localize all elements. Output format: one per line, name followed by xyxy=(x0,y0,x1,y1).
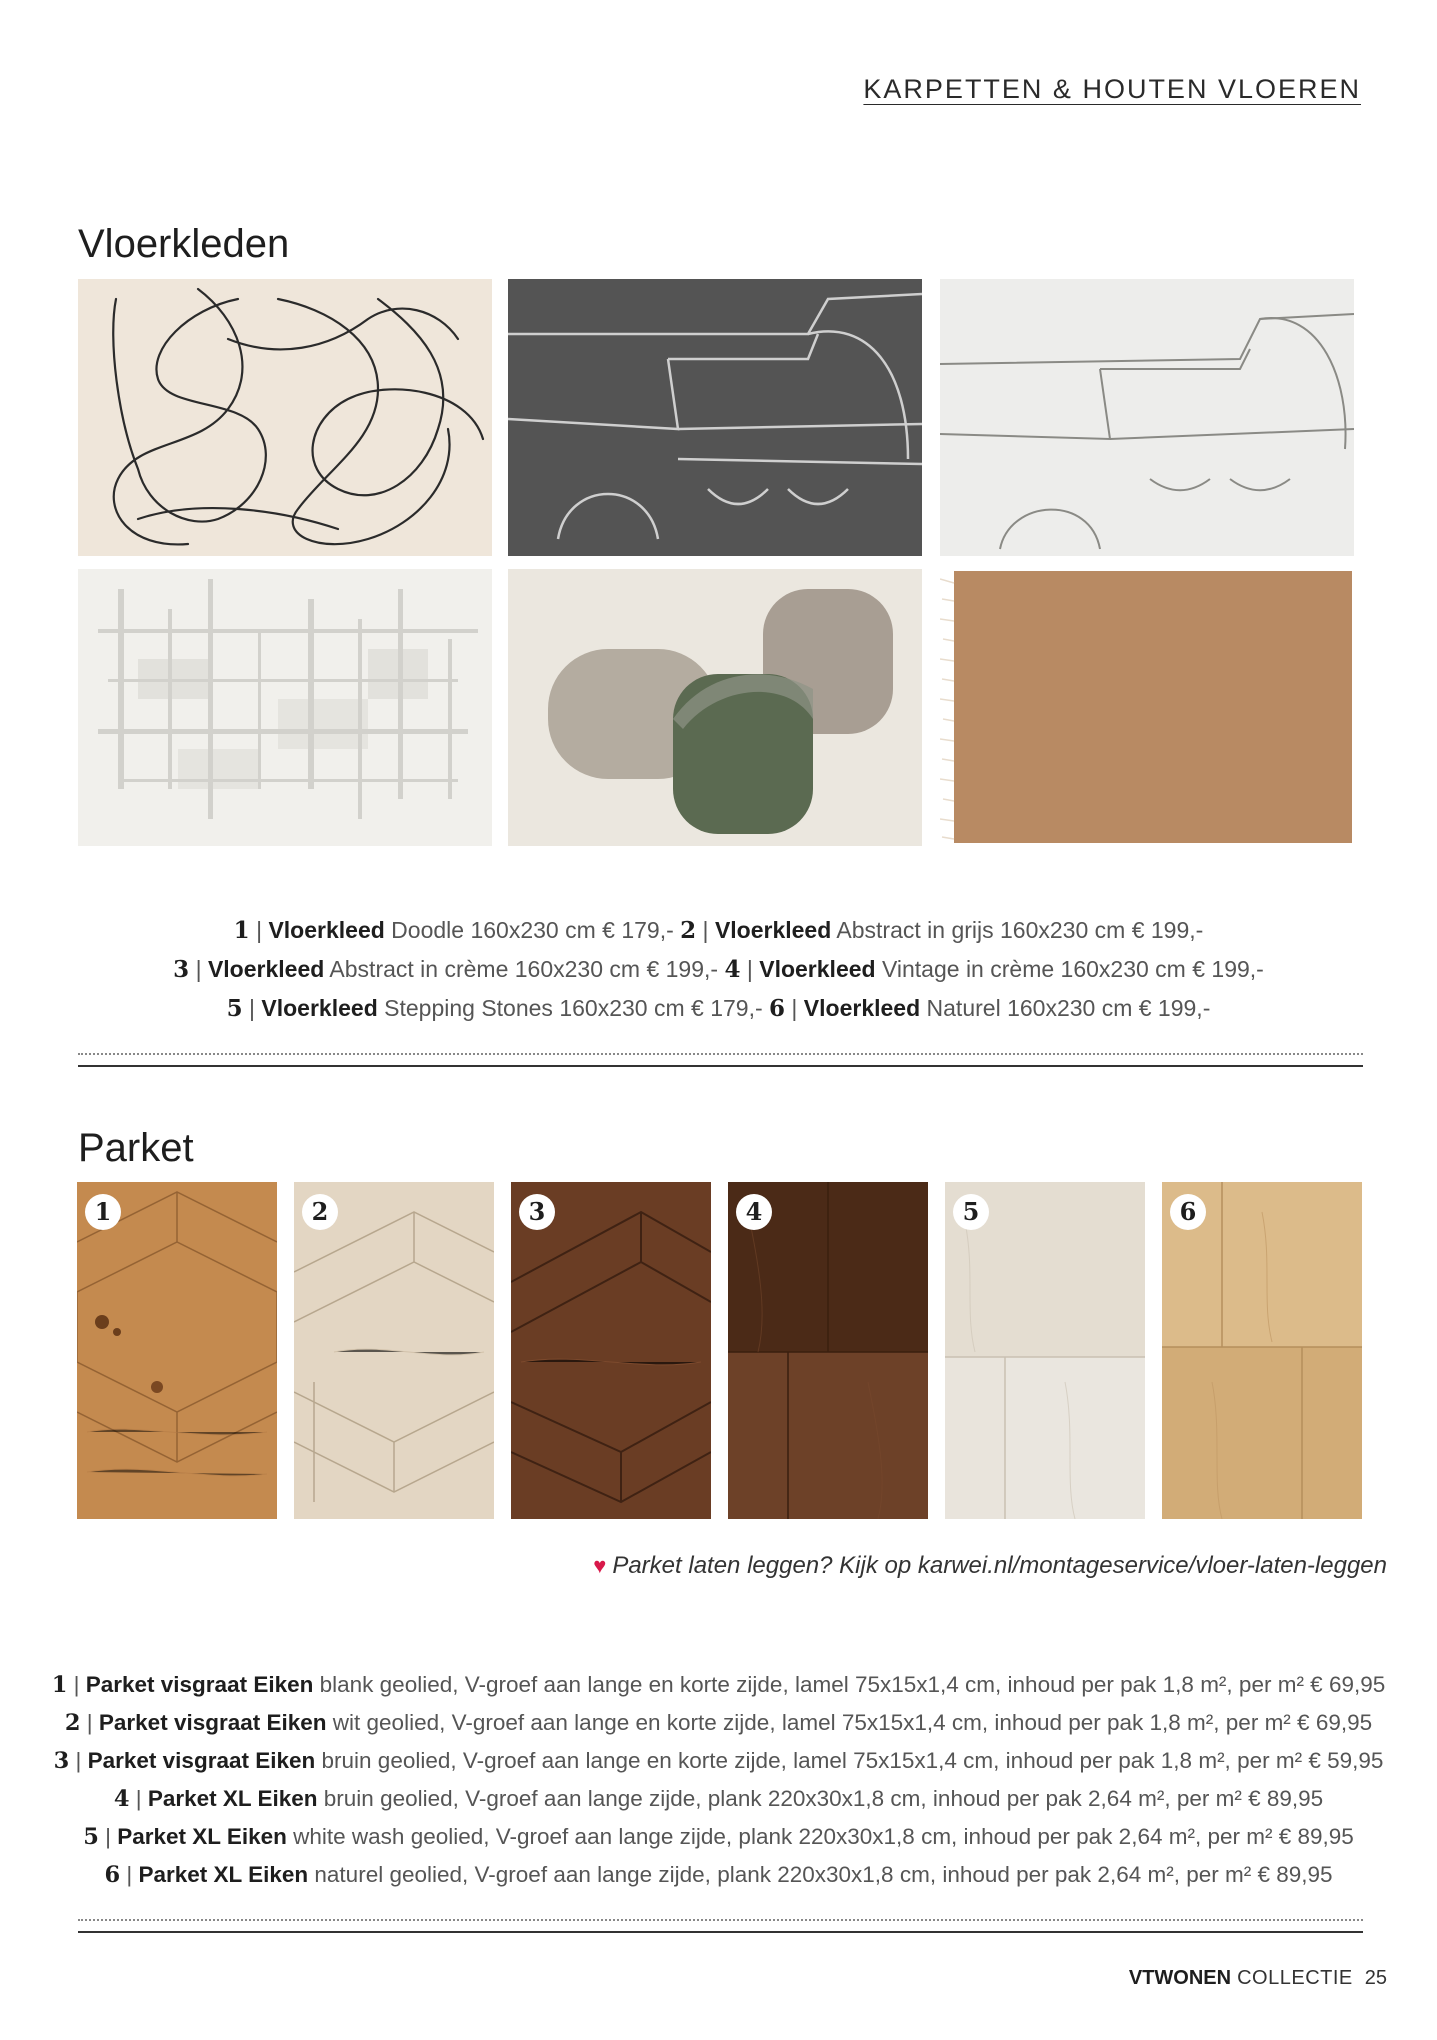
caption-desc: white wash geolied, V-groef aan lange zijde, plank 220x30x1,8 cm, inhoud per pak 2,64 m², per m² € 89,95 xyxy=(286,1824,1354,1849)
caption-desc: Abstract in grijs 160x230 cm € 199,- xyxy=(831,917,1204,943)
caption-number: 5 xyxy=(83,1824,99,1850)
parket-title: Parket xyxy=(78,1126,194,1170)
caption-line: 5 | Parket XL Eiken white wash geolied, V-groef aan lange zijde, plank 220x30x1,8 cm, inhoud per pak 2,64 m², per m² € 89,95 xyxy=(83,1824,1354,1850)
caption-desc: Vintage in crème 160x230 cm € 199,- xyxy=(875,956,1264,982)
footer-brand: VTWONEN xyxy=(1128,1967,1232,1989)
caption-name: Parket visgraat Eiken xyxy=(85,1672,314,1697)
caption-number: 6 xyxy=(104,1862,121,1888)
caption-number: 3 xyxy=(173,956,190,983)
caption-number: 4 xyxy=(724,956,741,983)
caption-number: 2 xyxy=(680,917,697,944)
caption-line: 2 | Parket visgraat Eiken wit geolied, V-groef aan lange en korte zijde, lamel 75x15x1,4 cm, inhoud per pak 1,8 m², per m² € 69,95 xyxy=(64,1710,1373,1736)
badge-number: 3 xyxy=(519,1194,555,1230)
caption-desc: naturel geolied, V-groef aan lange zijde, plank 220x30x1,8 cm, inhoud per pak 2,64 m², per m² € 89,95 xyxy=(308,1862,1333,1887)
section-divider xyxy=(78,1919,1363,1933)
page-number: 25 xyxy=(1364,1967,1387,1989)
parket-image-2 xyxy=(294,1182,494,1519)
caption-name: Parket XL Eiken xyxy=(117,1824,287,1849)
footer-collection: COLLECTIE xyxy=(1231,1967,1353,1989)
caption-line: 6 | Parket XL Eiken naturel geolied, V-groef aan lange zijde, plank 220x30x1,8 cm, inhoud per pak 2,64 m², per m² € 89,95 xyxy=(104,1862,1333,1888)
parket-image-1 xyxy=(77,1182,277,1519)
caption-name: Vloerkleed xyxy=(803,995,921,1021)
badge-number: 2 xyxy=(302,1194,338,1230)
caption-name: Parket visgraat Eiken xyxy=(98,1710,327,1735)
montage-note-text: Parket laten leggen? Kijk op karwei.nl/montageservice/vloer-laten-leggen xyxy=(612,1552,1387,1579)
parket-image-5 xyxy=(945,1182,1145,1519)
caption-name: Vloerkleed xyxy=(714,917,832,943)
badge-number: 5 xyxy=(953,1194,989,1230)
caption-desc: Stepping Stones 160x230 cm € 179,- xyxy=(377,995,770,1021)
parket-image-4 xyxy=(728,1182,928,1519)
caption-line: 3 | Parket visgraat Eiken bruin geolied, V-groef aan lange en korte zijde, lamel 75x15x1,4 cm, inhoud per pak 1,8 m², per m² € 59,95 xyxy=(53,1748,1384,1774)
rug-image-naturel xyxy=(940,569,1354,846)
parket-captions xyxy=(0,1666,1437,1894)
parket-image-6 xyxy=(1162,1182,1362,1519)
caption-name: Vloerkleed xyxy=(268,917,385,943)
caption-name: Parket XL Eiken xyxy=(147,1786,318,1811)
caption-number: 1 xyxy=(233,917,250,944)
caption-line: 4 | Parket XL Eiken bruin geolied, V-groef aan lange zijde, plank 220x30x1,8 cm, inhoud per pak 2,64 m², per m² € 89,95 xyxy=(113,1786,1324,1812)
caption-line: 3 | Vloerkleed Abstract in crème 160x230 cm € 199,- 4 | Vloerkleed Vintage in crème 160x230 cm € 199,- xyxy=(173,956,1264,983)
vloerkleden-captions xyxy=(0,911,1437,1028)
caption-number: 6 xyxy=(769,995,786,1022)
caption-desc: Abstract in crème 160x230 cm € 199,- xyxy=(324,956,725,982)
parket-image-3 xyxy=(511,1182,711,1519)
section-divider xyxy=(78,1053,1363,1067)
badge-number: 1 xyxy=(85,1194,121,1230)
section-header: KARPETTEN & HOUTEN VLOEREN xyxy=(863,74,1361,104)
caption-line: 1 | Vloerkleed Doodle 160x230 cm € 179,- 2 | Vloerkleed Abstract in grijs 160x230 cm € 199,- xyxy=(233,917,1204,944)
rug-image-vintage-creme xyxy=(78,569,492,846)
vloerkleden-title: Vloerkleden xyxy=(78,222,290,266)
caption-number: 3 xyxy=(53,1748,70,1774)
rug-image-doodle xyxy=(78,279,492,556)
caption-desc: bruin geolied, V-groef aan lange en korte zijde, lamel 75x15x1,4 cm, inhoud per pak 1,8 m², per m² € 59,95 xyxy=(315,1748,1384,1773)
caption-name: Parket visgraat Eiken xyxy=(87,1748,316,1773)
caption-line: 5 | Vloerkleed Stepping Stones 160x230 cm € 179,- 6 | Vloerkleed Naturel 160x230 cm € 199,- xyxy=(226,995,1211,1022)
caption-desc: blank geolied, V-groef aan lange en korte zijde, lamel 75x15x1,4 cm, inhoud per pak 1,8 m², per m² € 69,95 xyxy=(313,1672,1386,1697)
page-footer xyxy=(1129,1967,1387,1990)
caption-desc: bruin geolied, V-groef aan lange zijde, plank 220x30x1,8 cm, inhoud per pak 2,64 m², per m² € 89,95 xyxy=(317,1786,1324,1811)
montage-link-note[interactable] xyxy=(593,1552,1387,1580)
caption-number: 5 xyxy=(226,995,243,1022)
caption-desc: Doodle 160x230 cm € 179,- xyxy=(384,917,681,943)
caption-name: Parket XL Eiken xyxy=(138,1862,309,1887)
rug-image-stepping-stones xyxy=(508,569,922,846)
heart-icon: ♥ xyxy=(593,1553,607,1578)
caption-number: 4 xyxy=(113,1786,130,1812)
caption-name: Vloerkleed xyxy=(207,956,325,982)
caption-line: 1 | Parket visgraat Eiken blank geolied, V-groef aan lange en korte zijde, lamel 75x15x1,4 cm, inhoud per pak 1,8 m², per m² € 69,95 xyxy=(51,1672,1386,1698)
caption-number: 2 xyxy=(64,1710,81,1736)
caption-desc: Naturel 160x230 cm € 199,- xyxy=(920,995,1211,1021)
badge-number: 4 xyxy=(736,1194,772,1230)
caption-desc: wit geolied, V-groef aan lange en korte zijde, lamel 75x15x1,4 cm, inhoud per pak 1,8 m², per m² € 69,95 xyxy=(326,1710,1373,1735)
rug-image-abstract-grey xyxy=(508,279,922,556)
caption-number: 1 xyxy=(51,1672,68,1698)
rug-image-abstract-creme xyxy=(940,279,1354,556)
caption-name: Vloerkleed xyxy=(759,956,876,982)
badge-number: 6 xyxy=(1170,1194,1206,1230)
caption-name: Vloerkleed xyxy=(261,995,378,1021)
